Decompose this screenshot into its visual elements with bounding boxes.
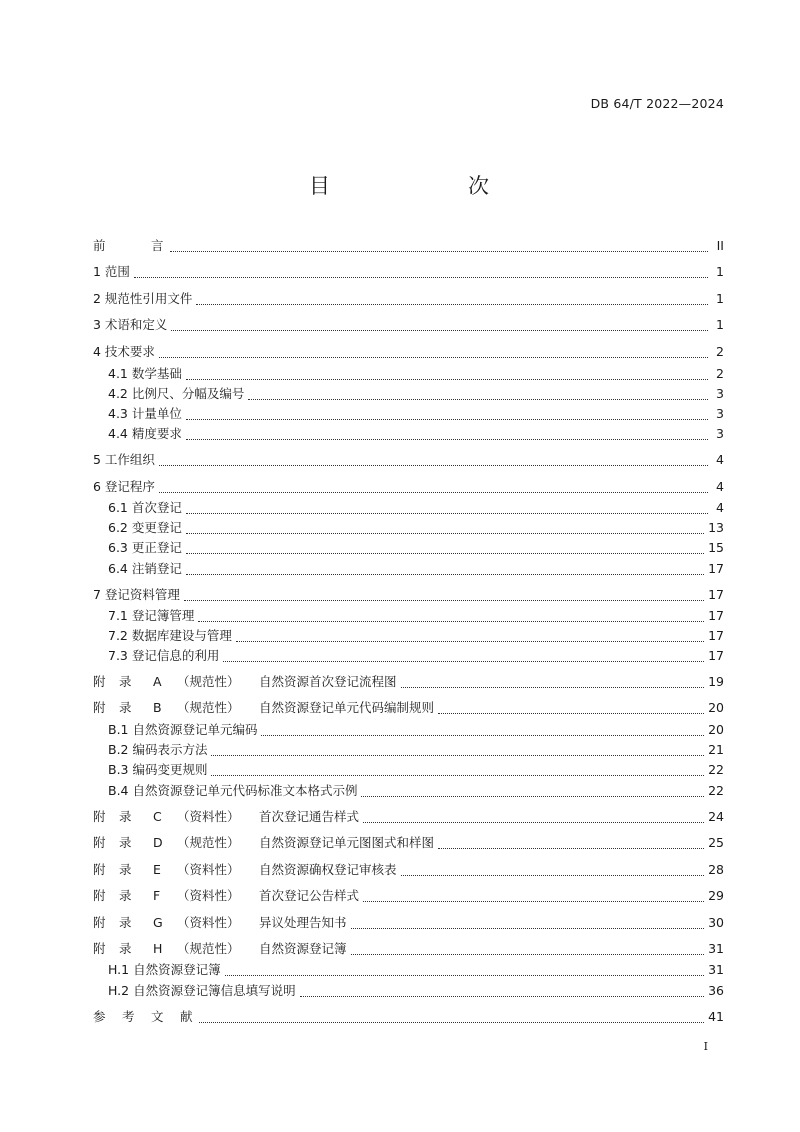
toc-entry-title: 6.2 变更登记 (108, 520, 182, 535)
leader-dots (261, 721, 704, 736)
leader-dots (134, 263, 708, 278)
appendix-part: （规范性） (177, 941, 240, 956)
appendix-part: 录 (119, 941, 132, 956)
toc-entry-page: 17 (708, 608, 724, 623)
appendix-part: 录 (119, 700, 132, 715)
toc-entry-page: 3 (716, 426, 724, 441)
appendix-part: G (153, 915, 163, 930)
toc-entry-page: 2 (716, 344, 724, 359)
leader-dots (170, 237, 708, 252)
leader-dots (223, 647, 704, 662)
toc-entry-title: 6.3 更正登记 (108, 540, 182, 555)
leader-dots (300, 982, 705, 997)
toc-entry-title (93, 672, 397, 692)
toc-entry[interactable] (93, 860, 724, 880)
appendix-part: （资料性） (177, 915, 240, 930)
toc-entry-title: 3 术语和定义 (93, 317, 168, 332)
toc-entry[interactable] (93, 315, 724, 335)
toc-entry[interactable] (93, 626, 724, 646)
page-title: 目 次 (309, 174, 521, 198)
toc-entry[interactable] (93, 781, 724, 801)
toc-entry-title: 5 工作组织 (93, 452, 155, 467)
toc-entry[interactable] (93, 913, 724, 933)
toc-entry[interactable] (93, 424, 724, 444)
toc-entry[interactable] (93, 886, 724, 906)
toc-entry-page: 29 (708, 888, 724, 903)
leader-dots (171, 316, 708, 331)
toc-entry-page: 4 (716, 479, 724, 494)
toc-entry-title: 7.2 数据库建设与管理 (108, 628, 232, 643)
leader-dots (196, 290, 708, 305)
leader-dots (401, 861, 705, 876)
toc-entry[interactable] (93, 262, 724, 282)
leader-dots (363, 808, 704, 823)
toc-entry-page: 36 (708, 983, 724, 998)
leader-dots (184, 586, 704, 601)
appendix-part: 录 (119, 915, 132, 930)
appendix-part: E (153, 862, 161, 877)
toc-entry[interactable] (93, 404, 724, 424)
toc-entry-page: 1 (716, 264, 724, 279)
leader-dots (186, 560, 704, 575)
toc-entry-page: 15 (708, 540, 724, 555)
toc-entry-title: 4.2 比例尺、分幅及编号 (108, 386, 245, 401)
toc-entry[interactable] (93, 364, 724, 384)
leader-dots (351, 914, 705, 929)
toc-entry-title (93, 939, 347, 959)
appendix-part: 附 (93, 915, 106, 930)
appendix-part: （资料性） (177, 809, 240, 824)
toc-entry[interactable] (93, 960, 724, 980)
toc-entry[interactable] (93, 606, 724, 626)
toc-entry-page: 17 (708, 628, 724, 643)
toc-entry[interactable] (93, 538, 724, 558)
toc-entry-page: 17 (708, 587, 724, 602)
appendix-part: H (153, 941, 163, 956)
appendix-part: C (153, 809, 162, 824)
toc-entry-title: 7.1 登记簿管理 (108, 608, 195, 623)
toc-entry[interactable] (93, 740, 724, 760)
appendix-part: 录 (119, 862, 132, 877)
appendix-part: （规范性） (177, 700, 240, 715)
leader-dots (248, 385, 708, 400)
toc-entry[interactable] (93, 289, 724, 309)
toc-entry[interactable] (93, 236, 724, 256)
appendix-part: F (153, 888, 161, 903)
appendix-part: 录 (119, 674, 132, 689)
toc-entry-title (93, 860, 397, 880)
leader-dots (186, 425, 708, 440)
toc-entry-title: B.2 编码表示方法 (108, 742, 208, 757)
toc-entry-page: 24 (708, 809, 724, 824)
toc-entry-page: 17 (708, 561, 724, 576)
appendix-part: （规范性） (177, 835, 240, 850)
appendix-part: （资料性） (177, 888, 240, 903)
toc-entry-page: 4 (716, 452, 724, 467)
appendix-part: 录 (119, 888, 132, 903)
toc-entry-page: 1 (716, 291, 724, 306)
toc-entry-page: 20 (708, 722, 724, 737)
leader-dots (401, 673, 705, 688)
leader-dots (211, 741, 704, 756)
toc-entry[interactable] (93, 981, 724, 1001)
toc-entry-page: II (716, 238, 724, 253)
toc-entry-page: 3 (716, 406, 724, 421)
appendix-part: 录 (119, 809, 132, 824)
toc-entry[interactable] (93, 585, 724, 605)
toc-entry-title: B.3 编码变更规则 (108, 762, 208, 777)
toc-entry-title: 4 技术要求 (93, 344, 155, 359)
toc-entry-title (93, 807, 359, 827)
toc-entry-page: 22 (708, 783, 724, 798)
toc-entry[interactable] (93, 342, 724, 362)
appendix-part: 首次登记公告样式 (259, 888, 360, 903)
toc-entry-title (93, 698, 434, 718)
toc-entry-page: 30 (708, 915, 724, 930)
leader-dots (361, 782, 704, 797)
leader-dots (199, 1008, 705, 1023)
page-number: I (703, 1040, 708, 1053)
toc-entry-page: 31 (708, 941, 724, 956)
toc-entry-title: 6.1 首次登记 (108, 500, 182, 515)
toc-entry[interactable] (93, 450, 724, 470)
leader-dots (363, 887, 704, 902)
appendix-part: D (153, 835, 163, 850)
leader-dots (351, 940, 705, 955)
leader-dots (236, 627, 704, 642)
toc-entry[interactable] (93, 833, 724, 853)
toc-entry-page: 41 (708, 1009, 724, 1024)
appendix-part: （规范性） (177, 674, 240, 689)
leader-dots (186, 405, 708, 420)
appendix-part: 附 (93, 674, 106, 689)
toc-entry-title: B.1 自然资源登记单元编码 (108, 722, 258, 737)
toc-entry-page: 4 (716, 500, 724, 515)
toc-entry-title: 4.4 精度要求 (108, 426, 182, 441)
document-code: DB 64/T 2022—2024 (590, 96, 724, 111)
toc-entry-title: 前 言 (93, 238, 166, 253)
toc-entry-page: 19 (708, 674, 724, 689)
toc-entry[interactable] (93, 698, 724, 718)
toc-entry-title (93, 886, 359, 906)
leader-dots (159, 451, 708, 466)
appendix-part: 附 (93, 862, 106, 877)
appendix-part: （资料性） (177, 862, 240, 877)
leader-dots (211, 761, 704, 776)
leader-dots (159, 478, 708, 493)
toc-entry-page: 1 (716, 317, 724, 332)
toc-entry-page: 13 (708, 520, 724, 535)
appendix-part: 首次登记通告样式 (259, 809, 360, 824)
toc-entry-page: 17 (708, 648, 724, 663)
toc-entry-page: 31 (708, 962, 724, 977)
leader-dots (186, 499, 708, 514)
toc-entry-title (93, 913, 347, 933)
toc-entry-title (93, 833, 434, 853)
appendix-part: 附 (93, 809, 106, 824)
toc-entry[interactable] (93, 518, 724, 538)
toc-entry-title: 7.3 登记信息的利用 (108, 648, 220, 663)
toc-entry-title: 参 考 文 献 (93, 1009, 195, 1024)
leader-dots (438, 834, 704, 849)
toc-entry-title: 6 登记程序 (93, 479, 155, 494)
toc-entry[interactable] (93, 760, 724, 780)
toc-entry-title: H.2 自然资源登记簿信息填写说明 (108, 983, 296, 998)
appendix-part: 异议处理告知书 (259, 915, 347, 930)
toc-entry-page: 2 (716, 366, 724, 381)
toc-entry-title: 4.1 数学基础 (108, 366, 182, 381)
toc-entry[interactable] (93, 672, 724, 692)
toc-entry-title: H.1 自然资源登记簿 (108, 962, 221, 977)
appendix-part: 自然资源首次登记流程图 (259, 674, 397, 689)
toc-entry[interactable] (93, 384, 724, 404)
appendix-part: B (153, 700, 162, 715)
appendix-part: 自然资源登记单元代码编制规则 (259, 700, 435, 715)
toc-entry-page: 21 (708, 742, 724, 757)
toc-entry[interactable] (93, 646, 724, 666)
toc-entry-title: 4.3 计量单位 (108, 406, 182, 421)
toc-entry[interactable] (93, 1007, 724, 1027)
toc-entry[interactable] (93, 939, 724, 959)
leader-dots (225, 961, 705, 976)
leader-dots (186, 539, 704, 554)
toc-entry[interactable] (93, 477, 724, 497)
toc-entry-page: 22 (708, 762, 724, 777)
toc-entry-page: 28 (708, 862, 724, 877)
toc-entry-page: 20 (708, 700, 724, 715)
appendix-part: 附 (93, 835, 106, 850)
toc-entry-page: 25 (708, 835, 724, 850)
appendix-part: 自然资源登记簿 (259, 941, 347, 956)
leader-dots (159, 343, 708, 358)
toc-entry[interactable] (93, 559, 724, 579)
leader-dots (186, 519, 704, 534)
toc-entry-title: 7 登记资料管理 (93, 587, 180, 602)
toc-entry-title: 6.4 注销登记 (108, 561, 182, 576)
leader-dots (438, 699, 704, 714)
toc-entry-page: 3 (716, 386, 724, 401)
appendix-part: 附 (93, 941, 106, 956)
toc-entry-title: B.4 自然资源登记单元代码标准文本格式示例 (108, 783, 358, 798)
appendix-part: 自然资源登记单元图图式和样图 (259, 835, 435, 850)
toc-entry-title: 1 范围 (93, 264, 130, 279)
leader-dots (186, 365, 708, 380)
toc-entry[interactable] (93, 807, 724, 827)
appendix-part: 附 (93, 888, 106, 903)
leader-dots (198, 607, 704, 622)
toc-entry[interactable] (93, 720, 724, 740)
toc-entry[interactable] (93, 498, 724, 518)
appendix-part: 自然资源确权登记审核表 (259, 862, 397, 877)
toc-entry-title: 2 规范性引用文件 (93, 291, 193, 306)
appendix-part: 录 (119, 835, 132, 850)
appendix-part: A (153, 674, 162, 689)
appendix-part: 附 (93, 700, 106, 715)
